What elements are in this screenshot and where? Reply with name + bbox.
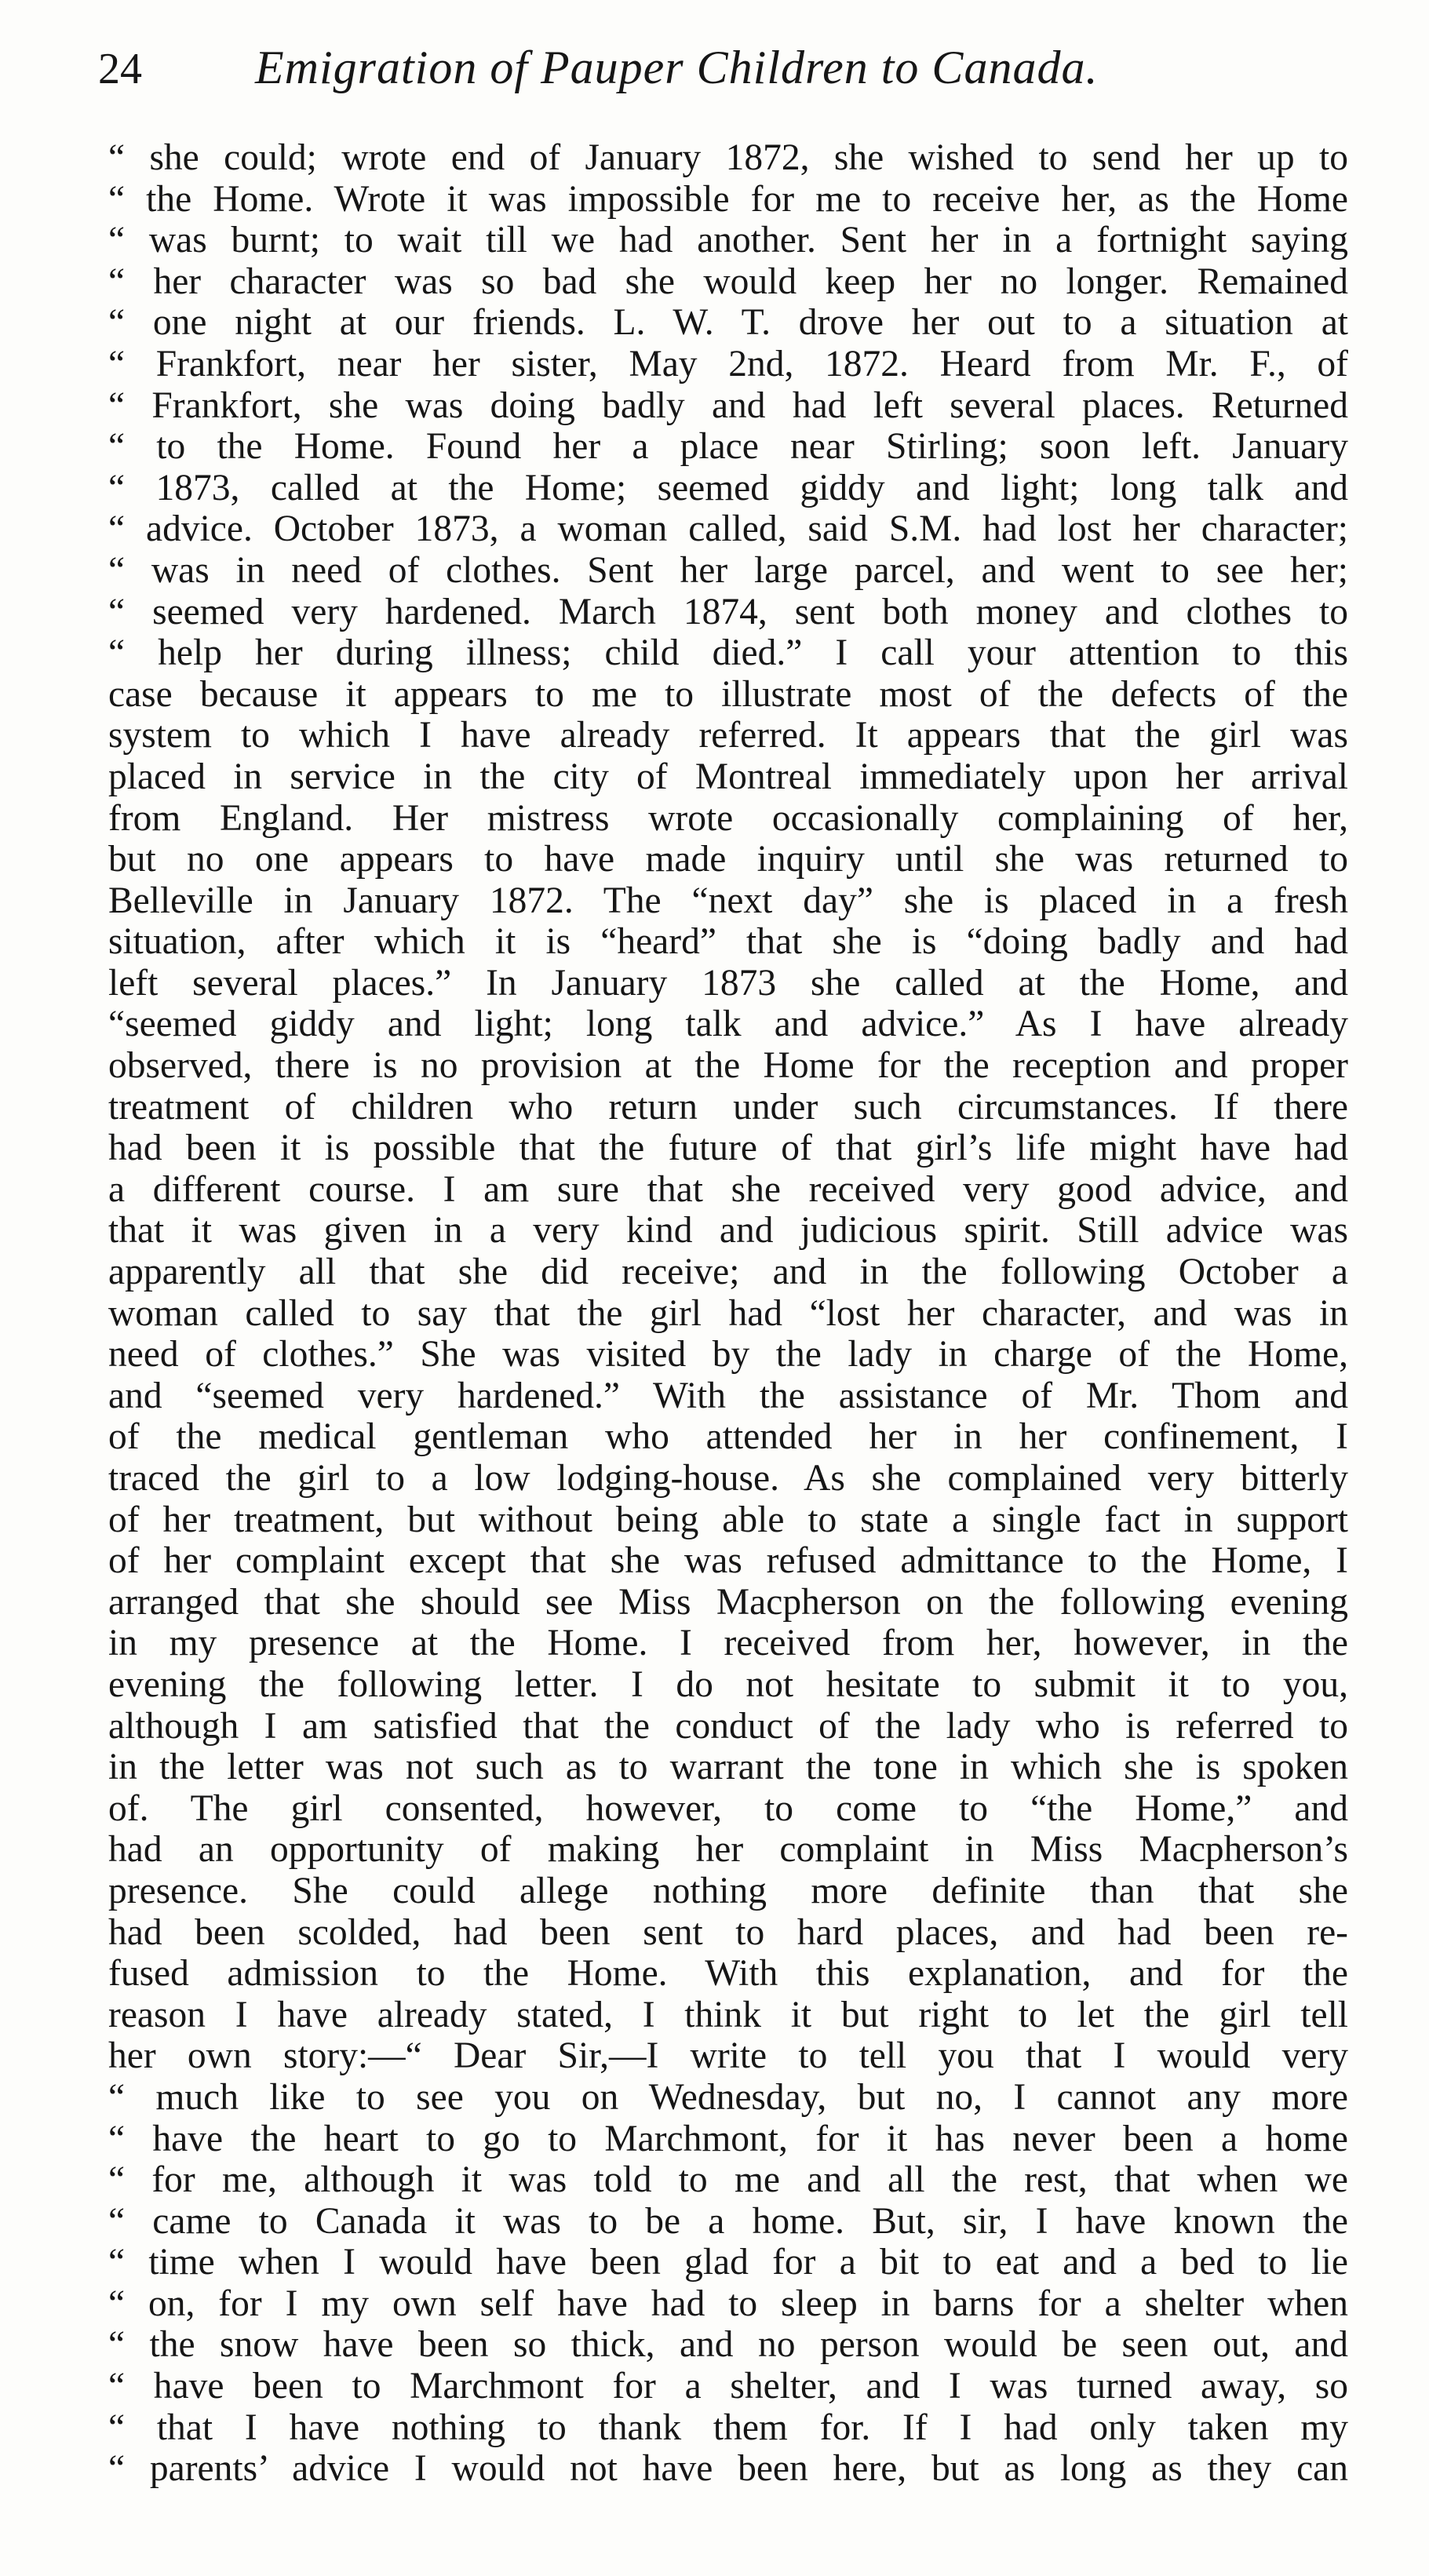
text-line: left several places.” In January 1873 she called at the Home, and: [108, 962, 1348, 1004]
text-line: “ on, for I my own self have had to sleep in barns for a shelter when: [108, 2283, 1348, 2324]
text-line: evening the following letter. I do not hesitate to submit it to you,: [108, 1663, 1348, 1705]
text-line: placed in service in the city of Montreal immediately upon her arrival: [108, 756, 1348, 797]
text-line: “ advice. October 1873, a woman called, said S.M. had lost her character;: [108, 508, 1348, 550]
text-line: “ have the heart to go to Marchmont, for it has never been a home: [108, 2118, 1348, 2159]
text-line: from England. Her mistress wrote occasionally complaining of her,: [108, 797, 1348, 839]
page-number: 24: [98, 45, 142, 93]
text-line: system to which I have already referred. It appears that the girl was: [108, 715, 1348, 756]
text-line: “ was burnt; to wait till we had another. Sent her in a fortnight saying: [108, 220, 1348, 261]
text-line: “ for me, although it was told to me and all the rest, that when we: [108, 2159, 1348, 2201]
text-line: “ her character was so bad she would keep her no longer. Remained: [108, 261, 1348, 302]
text-line: “ 1873, called at the Home; seemed giddy and light; long talk and: [108, 467, 1348, 508]
text-line: in the letter was not such as to warrant the tone in which she is spoken: [108, 1747, 1348, 1788]
text-line: “ parents’ advice I would not have been here, but as long as they can: [108, 2448, 1348, 2490]
text-line: “ Frankfort, she was doing badly and had left several places. Returned: [108, 384, 1348, 426]
text-line: a different course. I am sure that she received very good advice, and: [108, 1168, 1348, 1210]
text-line: of the medical gentleman who attended her in her confinement, I: [108, 1416, 1348, 1458]
text-line: “ was in need of clothes. Sent her large parcel, and went to see her;: [108, 549, 1348, 591]
text-line: presence. She could allege nothing more definite than that she: [108, 1870, 1348, 1911]
text-line: “ much like to see you on Wednesday, but no, I cannot any more: [108, 2076, 1348, 2118]
text-line: but no one appears to have made inquiry until she was returned to: [108, 839, 1348, 880]
text-line: of her treatment, but without being able to state a single fact in support: [108, 1499, 1348, 1540]
page-header: [98, 41, 1354, 127]
text-line: “ one night at our friends. L. W. T. drove her out to a situation at: [108, 302, 1348, 344]
text-line: of. The girl consented, however, to come to “the Home,” and: [108, 1787, 1348, 1829]
text-line: “ came to Canada it was to be a home. But, sir, I have known the: [108, 2200, 1348, 2242]
text-line: traced the girl to a low lodging-house. As she complained very bitterly: [108, 1458, 1348, 1499]
text-line: fused admission to the Home. With this explanation, and for the: [108, 1953, 1348, 1995]
text-line: case because it appears to me to illustrate most of the defects of the: [108, 673, 1348, 715]
text-line: “ have been to Marchmont for a shelter, and I was turned away, so: [108, 2366, 1348, 2407]
text-line: treatment of children who return under such circumstances. If there: [108, 1086, 1348, 1128]
text-line: “ the snow have been so thick, and no person would be seen out, and: [108, 2324, 1348, 2366]
text-line: “ to the Home. Found her a place near Stirling; soon left. January: [108, 426, 1348, 468]
text-line: “ the Home. Wrote it was impossible for me to receive her, as the Home: [108, 178, 1348, 220]
text-line: had been it is possible that the future of that girl’s life might have had: [108, 1128, 1348, 1169]
text-line: had an opportunity of making her complaint in Miss Macpherson’s: [108, 1829, 1348, 1871]
text-line: reason I have already stated, I think it but right to let the girl tell: [108, 1994, 1348, 2035]
text-line: situation, after which it is “heard” that she is “doing badly and had: [108, 921, 1348, 963]
text-line: “ time when I would have been glad for a bit to eat and a bed to lie: [108, 2242, 1348, 2283]
text-line: that it was given in a very kind and judicious spirit. Still advice was: [108, 1210, 1348, 1252]
text-line: had been scolded, had been sent to hard places, and had been re-: [108, 1911, 1348, 1953]
text-line: apparently all that she did receive; and in the following October a: [108, 1252, 1348, 1293]
body-text: [108, 137, 1348, 2490]
text-line: woman called to say that the girl had “lost her character, and was in: [108, 1292, 1348, 1334]
text-line: Belleville in January 1872. The “next day” she is placed in a fresh: [108, 880, 1348, 921]
text-line: “ she could; wrote end of January 1872, she wished to send her up to: [108, 137, 1348, 178]
text-line: “ help her during illness; child died.” I call your attention to this: [108, 632, 1348, 674]
text-line: arranged that she should see Miss Macpherson on the following evening: [108, 1581, 1348, 1623]
text-line: “seemed giddy and light; long talk and advice.” As I have already: [108, 1004, 1348, 1045]
text-line: “ that I have nothing to thank them for. If I had only taken my: [108, 2407, 1348, 2448]
text-line: although I am satisfied that the conduct of the lady who is referred to: [108, 1705, 1348, 1747]
text-line: need of clothes.” She was visited by the lady in charge of the Home,: [108, 1334, 1348, 1375]
text-line: “ Frankfort, near her sister, May 2nd, 1872. Heard from Mr. F., of: [108, 343, 1348, 384]
text-line: in my presence at the Home. I received from her, however, in the: [108, 1623, 1348, 1664]
text-line: of her complaint except that she was refused admittance to the Home, I: [108, 1540, 1348, 1582]
text-line: “ seemed very hardened. March 1874, sent both money and clothes to: [108, 591, 1348, 632]
text-line: observed, there is no provision at the Home for the reception and proper: [108, 1045, 1348, 1087]
text-line: her own story:—“ Dear Sir,—I write to tell you that I would very: [108, 2035, 1348, 2077]
text-line: and “seemed very hardened.” With the assistance of Mr. Thom and: [108, 1375, 1348, 1416]
running-title: Emigration of Pauper Children to Canada.: [255, 42, 1099, 93]
